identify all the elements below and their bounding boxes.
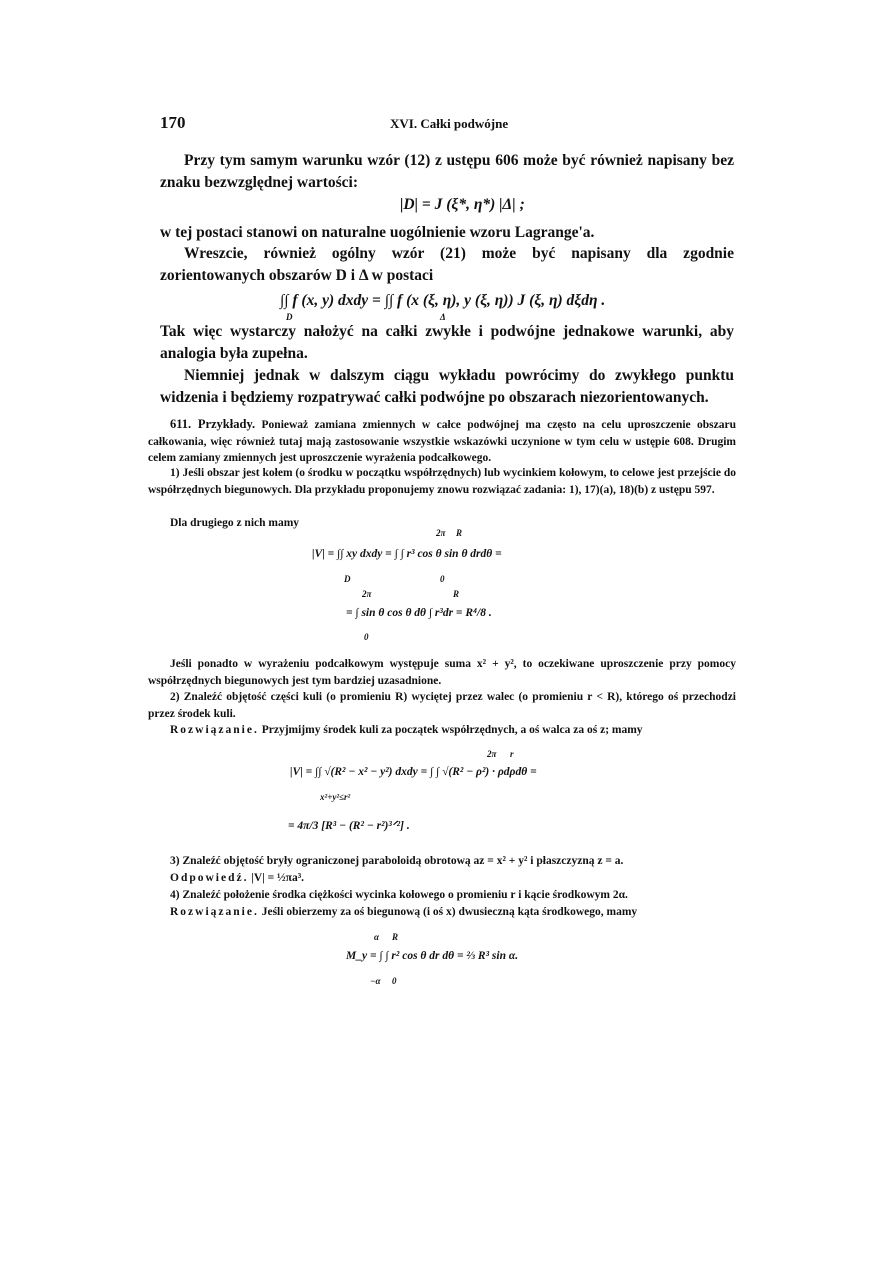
eq4-limit-2pi: 2π	[487, 749, 497, 759]
section-611	[148, 416, 736, 467]
eq3b-limit-r: R	[453, 589, 460, 599]
equation-4a: |V| = ∫∫ √(R² − x² − y²) dxdy = ∫ ∫ √(R² − ρ²) · ρdρdθ =	[290, 766, 537, 778]
paragraph-1: Przy tym samym warunku wzór (12) z ustępu 606 może być również napisany bez znaku bezwzględnej wartości:	[160, 152, 734, 191]
eq3-limit-2pi: 2π	[436, 528, 446, 538]
equation-1: |D| = J (ξ*, η*) |Δ| ;	[400, 196, 525, 213]
example-2-solution	[148, 722, 736, 739]
equation-3b: = ∫ sin θ cos θ dθ ∫ r³dr = R⁴/8 .	[346, 607, 492, 619]
eq3b-limit-zero: 0	[364, 632, 369, 642]
eq5-limit-zero: 0	[392, 976, 397, 986]
example-4: 4) Znaleźć położenie środka ciężkości wycinka kołowego o promieniu r i kącie środkowym 2α.	[170, 889, 628, 901]
eq3-limit-zero: 0	[440, 574, 445, 584]
eq3-limit-d: D	[344, 574, 351, 584]
equation-5: M_y = ∫ ∫ r² cos θ dr dθ = ⅔ R³ sin α.	[346, 950, 519, 962]
section-611-text: Ponieważ zamiana zmiennych w całce podwójnej ma często na celu uproszczenie obszaru całkowania, więc również tutaj mają zastosowanie wszystkie wskazówki uczynione w tym celu w ustępie 608. Drugim celem zamiany zmiennych jest uproszczenie wyrażenia podcałkowego.	[148, 419, 737, 464]
eq2-domain-delta: Δ	[440, 312, 446, 322]
eq4-region: x²+y²≤r²	[320, 792, 351, 802]
example-1-lead: Dla drugiego z nich mamy	[170, 517, 300, 529]
equation-2: ∫∫ f (x, y) dxdy = ∫∫ f (x (ξ, η), y (ξ, η)) J (ξ, η) dξdη .	[280, 292, 606, 309]
paragraph-2: w tej postaci stanowi on naturalne uogólnienie wzoru Lagrange'a.	[160, 224, 595, 241]
example-1-remark: Jeśli ponadto w wyrażeniu podcałkowym występuje suma x² + y², to oczekiwane uproszczenie przy pomocy współrzędnych biegunowych jest tym bardziej uzasadnione.	[148, 658, 736, 687]
eq5-limit-alpha: α	[374, 932, 379, 942]
paragraph-4: Tak więc wystarczy nałożyć na całki zwykłe i podwójne jednakowe warunki, aby analogia była zupełna.	[160, 323, 734, 362]
example-4-solution	[148, 904, 736, 921]
eq4-limit-r: r	[510, 749, 514, 759]
solution-text: Przyjmijmy środek kuli za początek współrzędnych, a oś walca za oś z; mamy	[261, 724, 643, 736]
answer-label: Odpowiedź.	[170, 872, 249, 884]
paragraph-5: Niemniej jednak w dalszym ciągu wykładu powrócimy do zwykłego punktu widzenia i będziemy rozpatrywać całki podwójne po obszarach niezorientowanych.	[160, 367, 734, 406]
eq5-limit-r: R	[392, 932, 399, 942]
equation-3a: |V| = ∫∫ xy dxdy = ∫ ∫ r³ cos θ sin θ drdθ =	[312, 548, 502, 560]
paragraph-3: Wreszcie, również ogólny wzór (21) może być napisany dla zgodnie zorientowanych obszarów D i Δ w postaci	[160, 245, 734, 284]
page-number: 170	[160, 113, 186, 132]
answer-text: |V| = ½πa³.	[251, 872, 305, 884]
example-3-answer	[148, 870, 736, 887]
eq3b-limit-2pi: 2π	[362, 589, 372, 599]
section-611-heading: 611. Przykłady.	[170, 417, 256, 431]
solution-label: Rozwiązanie.	[170, 724, 259, 736]
eq5-limit-minus-alpha: −α	[370, 976, 381, 986]
example-2: 2) Znaleźć objętość części kuli (o promieniu R) wyciętej przez walec (o promieniu r < R), którego oś przechodzi przez środek kuli.	[148, 691, 736, 720]
eq2-domain-d: D	[286, 312, 293, 322]
solution-text-2: Jeśli obierzemy za oś biegunową (i oś x) dwusieczną kąta środkowego, mamy	[261, 906, 638, 918]
solution-label-2: Rozwiązanie.	[170, 906, 259, 918]
equation-4b: = 4π/3 [R³ − (R² − r²)³ᐟ²] .	[288, 820, 410, 832]
example-3: 3) Znaleźć objętość bryły ograniczonej paraboloidą obrotową az = x² + y² i płaszczyzną z = a.	[170, 855, 624, 867]
running-header: XVI. Całki podwójne	[390, 116, 509, 131]
eq3-limit-r: R	[456, 528, 463, 538]
example-1: 1) Jeśli obszar jest kołem (o środku w początku współrzędnych) lub wycinkiem kołowym, to celowe jest przejście do współrzędnych biegunowych. Dla przykładu proponujemy znowu rozwiązać zadania: 1), 17)(a), 18)(b) z ustępu 597.	[148, 467, 736, 496]
